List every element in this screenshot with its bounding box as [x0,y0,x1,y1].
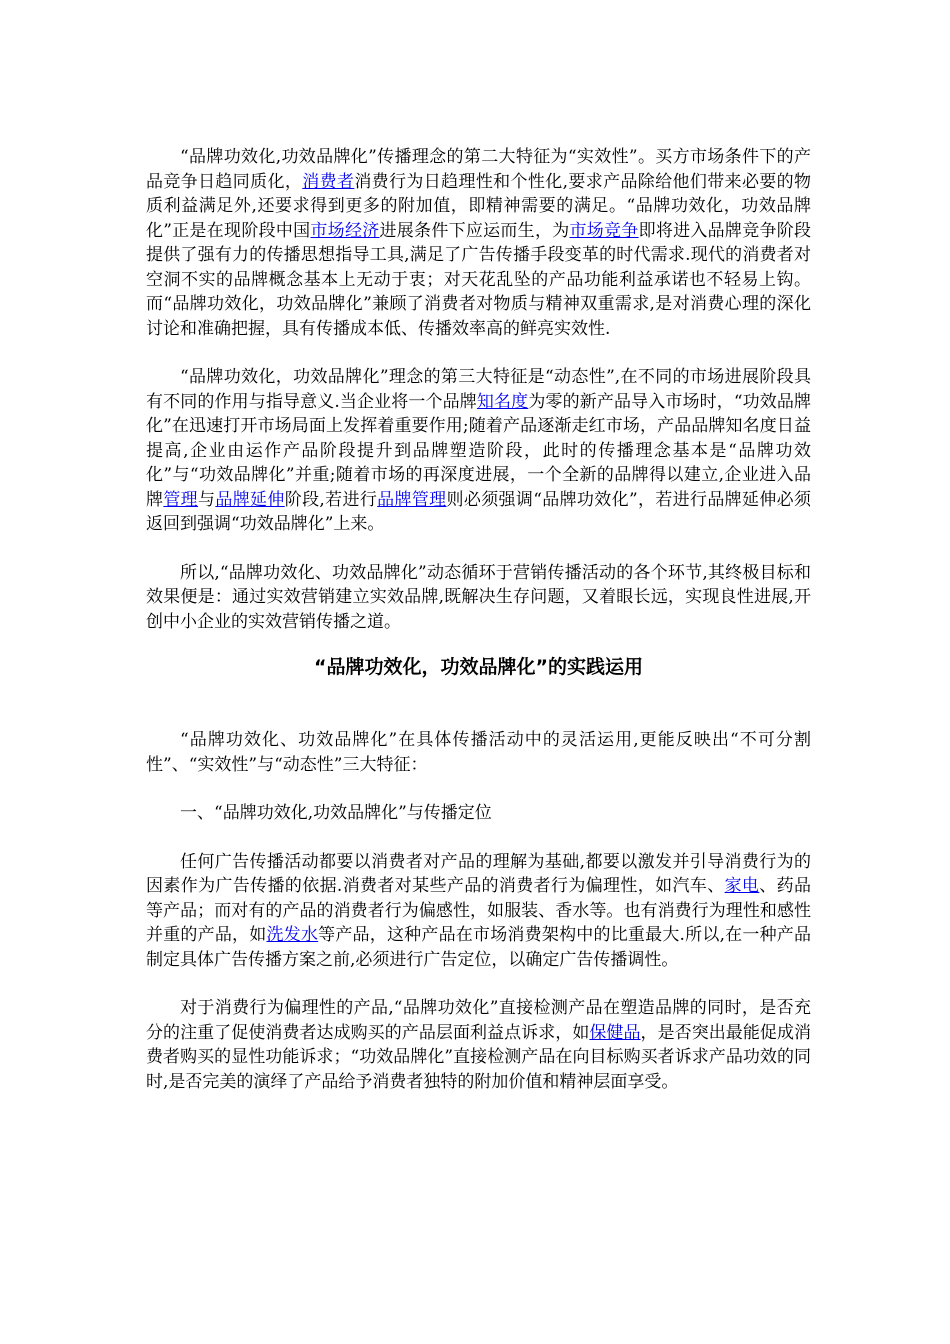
text-span: 一、“品牌功效化,功效品牌化”与传播定位 [180,803,492,823]
link-health-products[interactable]: 保健品 [589,1022,641,1043]
paragraph-spacer [146,826,811,850]
link-consumer[interactable]: 消费者 [302,171,355,192]
text-span: 等产品，这种产品在市场消费架构中的比重最大.所以,在一种产品制定具体广告传播方案之前,必须进行广告定位，以确定广告传播调性。 [146,925,812,970]
text-span: 消费行为日趋理性和个性化,要求产品除给他们带来必要的物质利益满足外,还要求得到更多的附加值，即精神需要的满足。“品牌功效化，功效品牌化”正是在现阶段中国 [146,171,812,241]
text-span: ，是否突出最能促成消费者购买的显性功能诉求；“功效品牌化”直接检测产品在向目标购买者诉求产品功效的同时,是否完美的演绎了产品给予消费者独特的附加价值和精神层面享受。 [146,1022,812,1092]
link-management[interactable]: 管理 [163,489,199,510]
text-span: 进展条件下应运而生，为 [379,220,570,241]
paragraph-effectiveness [146,145,811,341]
text-span: 为零的新产品导入市场时，“功效品牌化”在迅速打开市场局面上发挥着重要作用;随着产品逐渐走红市场，产品品牌知名度日益提高,企业由运作产品阶段提升到品牌塑造阶段，此时的传播理念基本是“品牌功效化”与“功效品牌化”并重;随着市场的再深度进展，一个全新的品牌得以建立,企业进入品牌 [146,391,812,510]
text-span: “品牌功效化，功效品牌化”理念的第三大特征是“动态性”,在不同的市场进展阶段具有不同的作用与指导意义.当企业将一个品牌 [146,367,811,412]
text-span: 阶段,若进行 [284,489,378,510]
paragraph-spacer [146,537,811,561]
text-span: 、药品等产品；而对有的产品的消费者行为偏感性，如服装、香水等。也有消费行为理性和感性并重的产品，如 [146,876,812,945]
paragraph-spacer [146,341,811,365]
link-market-economy[interactable]: 市场经济 [310,220,380,241]
text-span: 则必须强调“品牌功效化”，若进行品牌延伸必须返回到强调“功效品牌化”上来。 [146,489,812,534]
text-span: 即将进入品牌竞争阶段提供了强有力的传播思想指导工具,满足了广告传播手段变革的时代需求.现代的消费者对空洞不实的品牌概念基本上无动于衷；对天花乱坠的产品功能利益承诺也不轻易上钩。而“品牌功效化，功效品牌化”兼顾了消费者对物质与精神双重需求,是对消费心理的深化讨论和准确把握，具有传播成本低、传播效率高的鲜亮实效性. [146,220,812,339]
heading-spacer [146,680,811,728]
link-awareness[interactable]: 知名度 [476,391,529,412]
document-body [146,145,811,1094]
link-shampoo[interactable]: 洗发水 [266,925,319,945]
text-span: 对于消费行为偏理性的产品,“品牌功效化”直接检测产品在塑造品牌的同时，是否充分的注重了促使消费者达成购买的产品层面利益点诉求，如 [146,998,811,1043]
paragraph-spacer [146,972,811,996]
paragraph-conclusion [146,561,811,635]
text-span: 所以,“品牌功效化、功效品牌化”动态循环于营销传播活动的各个环节,其终极目标和效果便是：通过实效营销建立实效品牌,既解决生存问题，又着眼长远，实现良性进展,开创中小企业的实效营销传播之道。 [146,562,811,632]
text-span: “品牌功效化、功效品牌化”在具体传播活动中的灵活运用,更能反映出“不可分割性”、“实效性”与“动态性”三大特征： [146,730,811,775]
text-span: “品牌功效化,功效品牌化”传播理念的第二大特征为“实效性”。买方市场条件下的产品竞争日趋同质化， [146,147,811,192]
section-heading: “品牌功效化，功效品牌化”的实践运用 [314,656,643,678]
paragraph-spacer [146,777,811,801]
paragraph-dynamics [146,365,811,537]
subsection-title [146,801,811,826]
text-span: 任何广告传播活动都要以消费者对产品的理解为基础,都要以激发并引导消费行为的因素作为广告传播的依据.消费者对某些产品的消费者行为偏理性，如汽车、 [146,851,811,896]
paragraph-positioning [146,850,811,973]
link-appliances[interactable]: 家电 [724,876,760,896]
link-brand-management[interactable]: 品牌管理 [377,489,447,510]
paragraph-intro [146,728,811,777]
text-span: 与 [198,489,216,510]
link-brand-extension[interactable]: 品牌延伸 [215,489,285,510]
link-market-competition[interactable]: 市场竞争 [569,220,639,241]
paragraph-rational-products [146,996,811,1094]
